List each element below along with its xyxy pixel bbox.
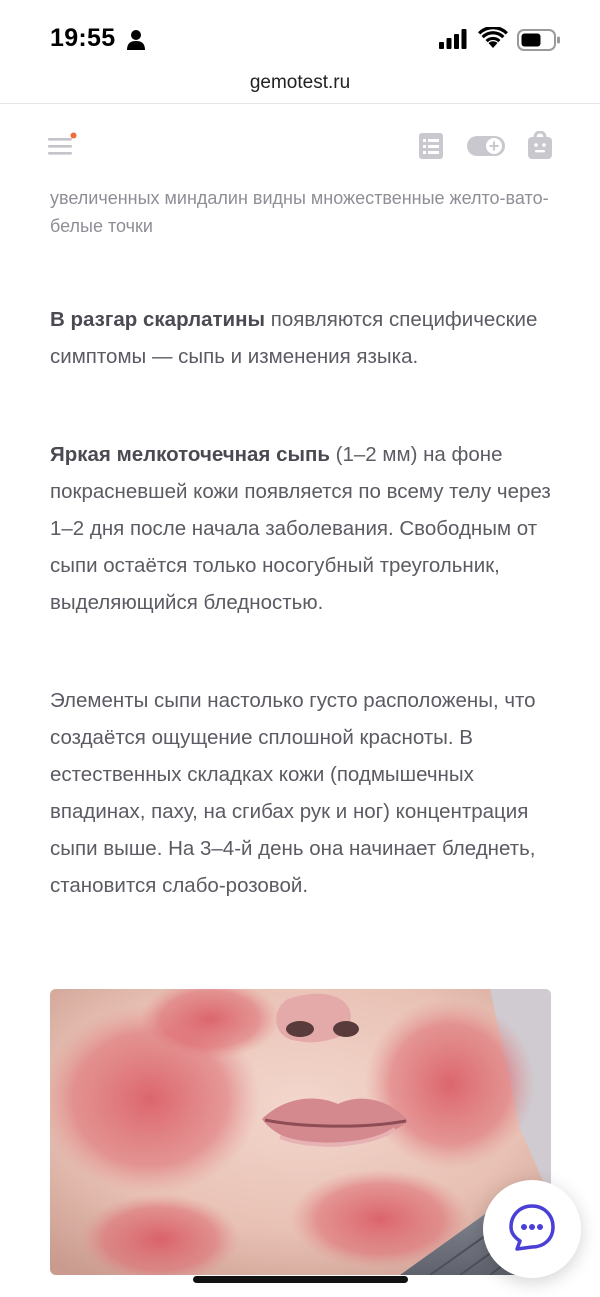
status-time: 19:55 <box>50 24 116 52</box>
paragraph-scarlatina-peak <box>50 301 560 375</box>
url-text: gemotest.ru <box>249 72 351 93</box>
article-photo <box>50 989 551 1275</box>
wifi-icon <box>478 27 508 49</box>
paragraph-text: (1–2 мм) на фоне покрасневшей кожи появляется по всему телу через 1–2 дня после начала заболевания. Свободным от сыпи остаётся только носогубный треугольник, выделяющийся бледностью. <box>50 443 551 614</box>
bag-icon[interactable] <box>528 131 552 159</box>
chat-button[interactable] <box>483 1180 581 1278</box>
site-header <box>0 104 600 186</box>
paragraph-text: появляются специфические симптомы — сыпь и изменения языка. <box>50 308 538 368</box>
toggle-icon[interactable] <box>467 135 505 157</box>
list-icon[interactable] <box>419 133 443 159</box>
image-caption: увеличенных миндалин видны множественные желто-вато-белые точки <box>50 188 549 236</box>
paragraph-bold-lead: В разгар скарлатины <box>50 308 266 331</box>
home-indicator <box>193 1276 408 1283</box>
url-bar[interactable] <box>0 66 600 104</box>
paragraph-text: Элементы сыпи настолько густо расположены, что создаётся ощущение сплошной красноты. В естественных складках кожи (подмышечных впадинах, паху, на сгибах рук и ног) концентрация сыпи выше. На 3–4-й день она начинает бледнеть, становится слабо-розовой. <box>50 689 536 897</box>
menu-icon[interactable] <box>48 132 78 160</box>
status-bar <box>0 0 600 66</box>
rash-face-image <box>50 989 551 1275</box>
battery-icon <box>517 28 561 52</box>
paragraph-rash-density <box>50 682 560 904</box>
paragraph-rash <box>50 436 560 621</box>
person-icon <box>126 29 146 51</box>
chat-icon <box>507 1202 557 1254</box>
paragraph-bold-lead: Яркая мелкоточечная сыпь <box>50 443 330 466</box>
signal-icon <box>439 29 467 49</box>
